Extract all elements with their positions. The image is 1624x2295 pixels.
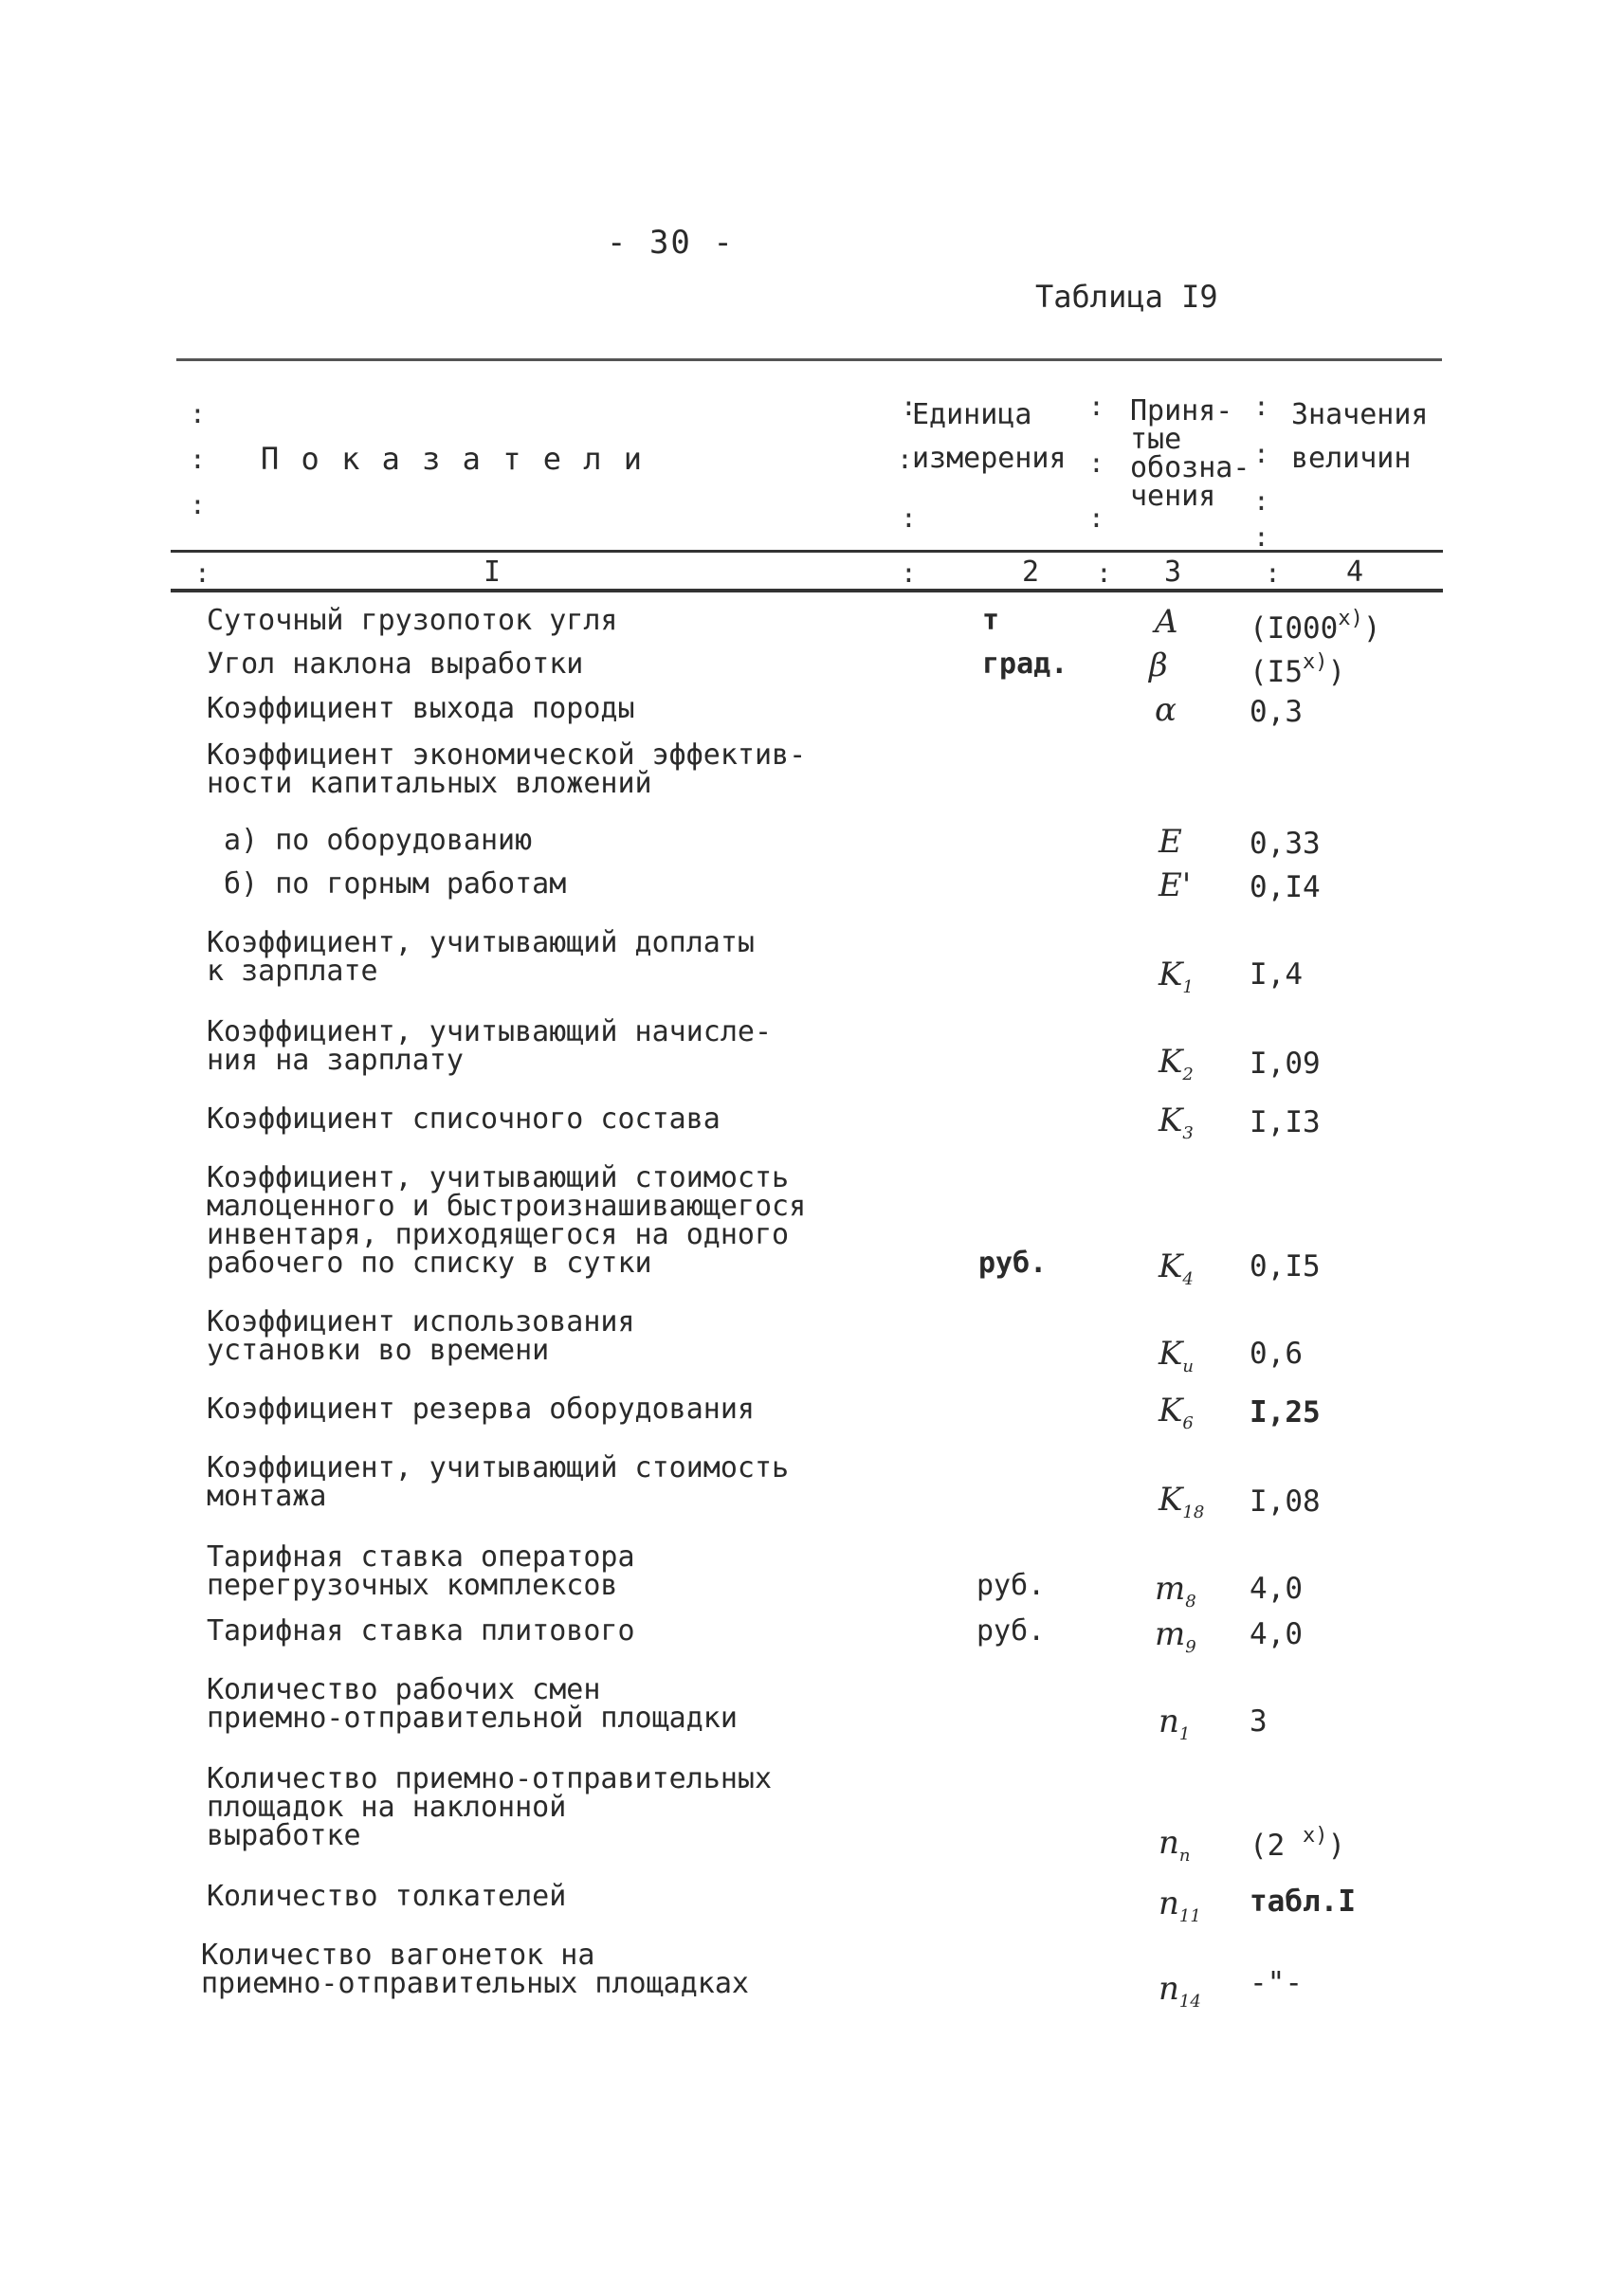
separator-colon: :: [1088, 391, 1104, 422]
separator-colon: :: [190, 489, 206, 520]
row-indicator-cont: площадок на наклонной: [207, 1791, 567, 1824]
separator-colon: :: [190, 444, 206, 475]
row-indicator-cont: установки во времени: [207, 1334, 550, 1367]
column-number-3: 3: [1164, 556, 1182, 589]
separator-colon: :: [1253, 438, 1269, 469]
row-indicator: Количество приемно-отправительных: [207, 1762, 773, 1795]
row-indicator-cont: ния на зарплату: [207, 1044, 464, 1077]
row-indicator: Коэффициент, учитывающий стоимость: [207, 1161, 790, 1194]
row-indicator: Количество толкателей: [207, 1880, 567, 1913]
row-indicator: Коэффициент резерва оборудования: [207, 1393, 755, 1426]
row-symbol: α: [1155, 691, 1177, 729]
header-value-line1: Значения: [1291, 398, 1429, 431]
row-indicator-cont: монтажа: [207, 1480, 327, 1513]
table-top-rule: [176, 358, 1442, 361]
row-symbol: $K_4$: [1159, 1248, 1194, 1289]
row-indicator-cont: рабочего по списку в сутки: [207, 1247, 652, 1280]
row-indicator: Тарифная ставка оператора: [207, 1540, 635, 1574]
row-value: -"-: [1250, 1966, 1303, 2000]
row-indicator: Коэффициент использования: [207, 1305, 635, 1339]
row-indicator-cont: выработке: [207, 1819, 361, 1852]
row-symbol: $n_{11}$: [1159, 1885, 1201, 1926]
row-value: 0,33: [1250, 827, 1321, 861]
header-symbol-line3: обозна-: [1130, 451, 1250, 484]
row-symbol: $n_{14}$: [1159, 1970, 1201, 2012]
row-value: табл.I: [1250, 1885, 1356, 1919]
row-symbol: β: [1149, 647, 1168, 684]
row-symbol: $K_{18}$: [1159, 1481, 1205, 1522]
row-value: 4,0: [1250, 1572, 1303, 1606]
header-value-line2: величин: [1291, 442, 1412, 475]
row-value: 0,6: [1250, 1337, 1303, 1371]
row-symbol: $K_3$: [1159, 1102, 1194, 1143]
row-symbol: $n_1$: [1159, 1703, 1191, 1744]
row-indicator: Суточный грузопоток угля: [207, 604, 618, 637]
row-symbol: A: [1155, 603, 1178, 641]
row-value: 0,3: [1250, 695, 1303, 729]
row-indicator: Коэффициент экономической эффектив-: [207, 738, 807, 772]
row-value: I,I3: [1250, 1105, 1321, 1139]
table-title: Таблица I9: [1035, 279, 1218, 315]
row-symbol: $K_6$: [1159, 1392, 1194, 1433]
row-value: I,25: [1250, 1395, 1321, 1430]
row-value: 0,I4: [1250, 870, 1321, 904]
separator-colon: :: [901, 391, 917, 422]
row-indicator-cont: приемно-отправительных площадках: [201, 1967, 749, 2000]
separator-colon: :: [190, 398, 206, 429]
row-indicator: Коэффициент, учитывающий начисле-: [207, 1015, 773, 1048]
row-symbol: $K_u$: [1159, 1335, 1194, 1376]
separator-colon: :: [897, 444, 913, 475]
header-bottom-rule: [171, 550, 1443, 553]
separator-colon: :: [901, 502, 917, 534]
row-indicator: Угол наклона выработки: [207, 647, 584, 681]
row-symbol: $m_8$: [1155, 1570, 1196, 1612]
row-indicator: а) по оборудованию: [207, 824, 533, 857]
row-indicator: Количество рабочих смен: [207, 1673, 601, 1706]
header-unit-line2: измерения: [912, 442, 1067, 475]
header-symbol-line2: тые: [1130, 423, 1182, 456]
header-symbol-line4: чения: [1130, 480, 1216, 513]
separator-colon: :: [1088, 447, 1104, 479]
row-unit: руб.: [976, 1569, 1046, 1602]
row-indicator: Количество вагонеток на: [201, 1939, 595, 1972]
row-indicator: Коэффициент списочного состава: [207, 1102, 721, 1136]
row-value: (I5$^{x)}$): [1250, 650, 1346, 689]
row-indicator: Коэффициент, учитывающий стоимость: [207, 1451, 790, 1484]
row-value: I,08: [1250, 1484, 1321, 1519]
row-indicator: Коэффициент выхода породы: [207, 692, 635, 725]
row-indicator-cont: малоценного и быстроизнашивающегося: [207, 1190, 807, 1223]
row-symbol: E': [1159, 866, 1192, 904]
row-symbol: $K_2$: [1159, 1043, 1194, 1084]
row-indicator-cont: перегрузочных комплексов: [207, 1569, 618, 1602]
header-unit-line1: Единица: [912, 398, 1032, 431]
row-unit: т: [982, 604, 1000, 637]
separator-colon: :: [1253, 521, 1269, 553]
row-indicator-cont: к зарплате: [207, 955, 378, 988]
row-indicator-cont: ности капитальных вложений: [207, 767, 652, 800]
page-number: - 30 -: [607, 224, 735, 262]
column-number-4: 4: [1346, 556, 1364, 589]
row-unit: руб.: [978, 1247, 1048, 1280]
column-number-rule: [171, 589, 1443, 592]
row-indicator-cont: инвентаря, приходящегося на одного: [207, 1218, 790, 1251]
row-unit: град.: [982, 647, 1068, 681]
header-symbol-line1: Приня-: [1130, 394, 1233, 428]
row-value: (I000$^{x)}$): [1250, 607, 1381, 646]
separator-colon: :: [1088, 502, 1104, 534]
row-symbol: $m_9$: [1155, 1615, 1196, 1657]
row-value: 4,0: [1250, 1617, 1303, 1651]
row-value: (2 $^{x)}$): [1250, 1824, 1346, 1863]
row-value: I,09: [1250, 1047, 1321, 1081]
row-indicator: Коэффициент, учитывающий доплаты: [207, 926, 755, 959]
separator-colon: :: [1253, 391, 1269, 422]
row-symbol: E: [1159, 823, 1182, 861]
separator-colon: :: [901, 557, 917, 589]
separator-colon: :: [1265, 557, 1281, 589]
row-unit: руб.: [976, 1614, 1046, 1648]
row-indicator-cont: приемно-отправительной площадки: [207, 1702, 738, 1735]
row-value: 0,I5: [1250, 1249, 1321, 1284]
row-value: I,4: [1250, 957, 1303, 992]
header-indicators: П о к а з а т е л и: [261, 441, 645, 477]
row-symbol: $K_1$: [1159, 956, 1194, 997]
separator-colon: :: [1253, 485, 1269, 517]
separator-colon: :: [194, 557, 210, 589]
column-number-1: I: [484, 556, 502, 589]
column-number-2: 2: [1022, 556, 1040, 589]
row-indicator: б) по горным работам: [207, 867, 567, 901]
row-indicator: Тарифная ставка плитового: [207, 1614, 635, 1648]
separator-colon: :: [1096, 557, 1112, 589]
row-symbol: $n_п$: [1159, 1824, 1191, 1866]
row-value: 3: [1250, 1704, 1268, 1739]
